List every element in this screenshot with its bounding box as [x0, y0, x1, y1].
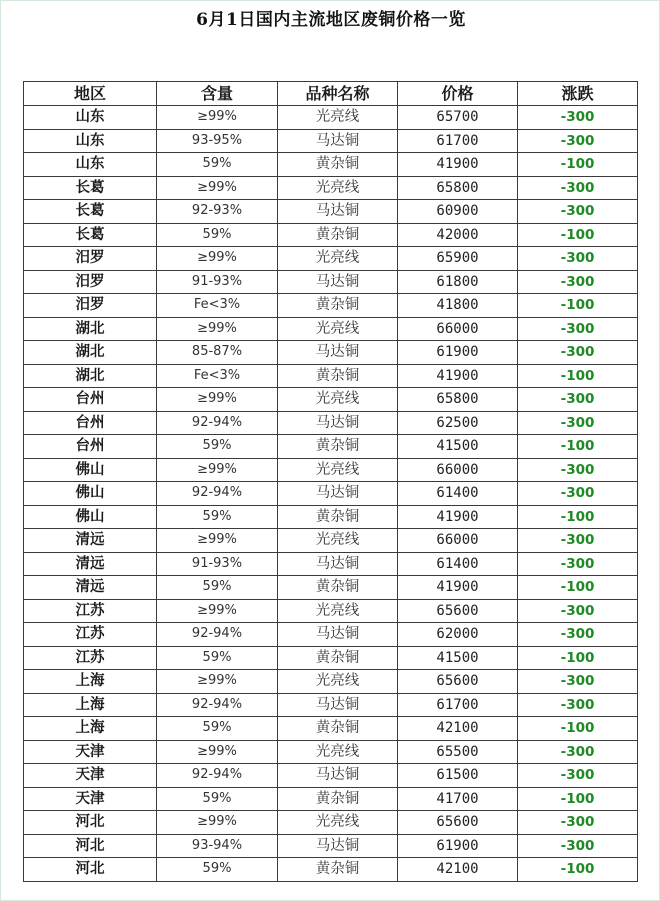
change-cell: -300 — [518, 811, 638, 835]
table-row — [24, 364, 638, 388]
header-variety: 品种名称 — [278, 82, 398, 106]
variety-cell: 黄杂铜 — [278, 787, 398, 811]
change-cell: -100 — [518, 505, 638, 529]
variety-cell: 马达铜 — [278, 482, 398, 506]
content-cell: 59% — [157, 858, 278, 882]
content-cell: ≥99% — [157, 388, 278, 412]
change-cell: -300 — [518, 693, 638, 717]
table-row — [24, 787, 638, 811]
variety-cell: 黄杂铜 — [278, 505, 398, 529]
table-row — [24, 294, 638, 318]
content-cell: 92-94% — [157, 623, 278, 647]
variety-cell: 光亮线 — [278, 740, 398, 764]
table-row — [24, 670, 638, 694]
variety-cell: 马达铜 — [278, 834, 398, 858]
price-cell: 41800 — [398, 294, 518, 318]
price-table — [23, 81, 638, 882]
price-cell: 61500 — [398, 764, 518, 788]
table-row — [24, 223, 638, 247]
content-cell: ≥99% — [157, 458, 278, 482]
change-cell: -300 — [518, 270, 638, 294]
change-cell: -300 — [518, 247, 638, 271]
content-cell: 59% — [157, 505, 278, 529]
table-row — [24, 176, 638, 200]
change-cell: -300 — [518, 176, 638, 200]
price-cell: 41900 — [398, 364, 518, 388]
region-cell: 台州 — [24, 411, 157, 435]
change-cell: -100 — [518, 646, 638, 670]
content-cell: 91-93% — [157, 270, 278, 294]
region-cell: 汨罗 — [24, 247, 157, 271]
region-cell: 山东 — [24, 153, 157, 177]
region-cell: 上海 — [24, 717, 157, 741]
change-cell: -300 — [518, 482, 638, 506]
region-cell: 长葛 — [24, 176, 157, 200]
variety-cell: 马达铜 — [278, 129, 398, 153]
table-row — [24, 834, 638, 858]
region-cell: 长葛 — [24, 200, 157, 224]
price-cell: 60900 — [398, 200, 518, 224]
price-cell: 65600 — [398, 811, 518, 835]
region-cell: 汨罗 — [24, 270, 157, 294]
variety-cell: 光亮线 — [278, 458, 398, 482]
variety-cell: 光亮线 — [278, 529, 398, 553]
price-cell: 65600 — [398, 599, 518, 623]
content-cell: 93-95% — [157, 129, 278, 153]
price-cell: 65800 — [398, 176, 518, 200]
variety-cell: 马达铜 — [278, 341, 398, 365]
price-cell: 65700 — [398, 106, 518, 130]
content-cell: ≥99% — [157, 529, 278, 553]
variety-cell: 光亮线 — [278, 317, 398, 341]
table-row — [24, 693, 638, 717]
change-cell: -300 — [518, 599, 638, 623]
table-row — [24, 153, 638, 177]
table-row — [24, 623, 638, 647]
region-cell: 台州 — [24, 435, 157, 459]
price-cell: 41900 — [398, 576, 518, 600]
variety-cell: 黄杂铜 — [278, 435, 398, 459]
change-cell: -100 — [518, 294, 638, 318]
header-price: 价格 — [398, 82, 518, 106]
content-cell: 59% — [157, 646, 278, 670]
variety-cell: 光亮线 — [278, 811, 398, 835]
variety-cell: 马达铜 — [278, 693, 398, 717]
content-cell: ≥99% — [157, 317, 278, 341]
region-cell: 清远 — [24, 529, 157, 553]
change-cell: -300 — [518, 388, 638, 412]
content-cell: ≥99% — [157, 599, 278, 623]
page-title: 6月1日国内主流地区废铜价格一览 — [196, 10, 466, 30]
table-row — [24, 717, 638, 741]
content-cell: 93-94% — [157, 834, 278, 858]
price-cell: 42000 — [398, 223, 518, 247]
table-row — [24, 200, 638, 224]
variety-cell: 黄杂铜 — [278, 223, 398, 247]
price-cell: 61700 — [398, 129, 518, 153]
region-cell: 佛山 — [24, 505, 157, 529]
price-cell: 62500 — [398, 411, 518, 435]
variety-cell: 光亮线 — [278, 106, 398, 130]
price-cell: 65800 — [398, 388, 518, 412]
region-cell: 佛山 — [24, 458, 157, 482]
region-cell: 清远 — [24, 552, 157, 576]
price-cell: 65600 — [398, 670, 518, 694]
change-cell: -300 — [518, 740, 638, 764]
region-cell: 佛山 — [24, 482, 157, 506]
price-cell: 41500 — [398, 646, 518, 670]
content-cell: 59% — [157, 223, 278, 247]
region-cell: 山东 — [24, 129, 157, 153]
variety-cell: 马达铜 — [278, 764, 398, 788]
price-cell: 61700 — [398, 693, 518, 717]
region-cell: 清远 — [24, 576, 157, 600]
table-row — [24, 764, 638, 788]
region-cell: 湖北 — [24, 317, 157, 341]
content-cell: 92-94% — [157, 411, 278, 435]
price-cell: 61400 — [398, 552, 518, 576]
content-cell: Fe<3% — [157, 364, 278, 388]
price-cell: 65900 — [398, 247, 518, 271]
content-cell: ≥99% — [157, 811, 278, 835]
region-cell: 长葛 — [24, 223, 157, 247]
price-cell: 65500 — [398, 740, 518, 764]
price-cell: 66000 — [398, 458, 518, 482]
content-cell: 92-93% — [157, 200, 278, 224]
variety-cell: 马达铜 — [278, 623, 398, 647]
price-cell: 42100 — [398, 717, 518, 741]
variety-cell: 黄杂铜 — [278, 153, 398, 177]
variety-cell: 马达铜 — [278, 411, 398, 435]
price-cell: 41500 — [398, 435, 518, 459]
price-cell: 66000 — [398, 529, 518, 553]
table-row — [24, 129, 638, 153]
variety-cell: 光亮线 — [278, 670, 398, 694]
change-cell: -300 — [518, 106, 638, 130]
table-row — [24, 411, 638, 435]
variety-cell: 黄杂铜 — [278, 294, 398, 318]
content-cell: 92-94% — [157, 693, 278, 717]
table-row — [24, 599, 638, 623]
variety-cell: 黄杂铜 — [278, 717, 398, 741]
variety-cell: 黄杂铜 — [278, 858, 398, 882]
region-cell: 江苏 — [24, 623, 157, 647]
price-cell: 42100 — [398, 858, 518, 882]
region-cell: 天津 — [24, 764, 157, 788]
change-cell: -300 — [518, 458, 638, 482]
content-cell: 59% — [157, 576, 278, 600]
price-cell: 61400 — [398, 482, 518, 506]
content-cell: ≥99% — [157, 670, 278, 694]
change-cell: -100 — [518, 576, 638, 600]
table-row — [24, 106, 638, 130]
region-cell: 天津 — [24, 740, 157, 764]
price-cell: 61900 — [398, 834, 518, 858]
header-region: 地区 — [24, 82, 157, 106]
price-cell: 62000 — [398, 623, 518, 647]
change-cell: -300 — [518, 317, 638, 341]
content-cell: 59% — [157, 435, 278, 459]
content-cell: 92-94% — [157, 764, 278, 788]
region-cell: 河北 — [24, 834, 157, 858]
table-row — [24, 505, 638, 529]
change-cell: -100 — [518, 858, 638, 882]
table-row — [24, 435, 638, 459]
region-cell: 上海 — [24, 670, 157, 694]
change-cell: -300 — [518, 529, 638, 553]
variety-cell: 光亮线 — [278, 176, 398, 200]
variety-cell: 光亮线 — [278, 388, 398, 412]
content-cell: ≥99% — [157, 740, 278, 764]
change-cell: -300 — [518, 341, 638, 365]
change-cell: -100 — [518, 223, 638, 247]
region-cell: 河北 — [24, 858, 157, 882]
price-cell: 41700 — [398, 787, 518, 811]
price-cell: 41900 — [398, 505, 518, 529]
region-cell: 江苏 — [24, 599, 157, 623]
change-cell: -100 — [518, 717, 638, 741]
table-row — [24, 552, 638, 576]
change-cell: -300 — [518, 764, 638, 788]
table-row — [24, 270, 638, 294]
change-cell: -300 — [518, 411, 638, 435]
region-cell: 河北 — [24, 811, 157, 835]
region-cell: 江苏 — [24, 646, 157, 670]
change-cell: -100 — [518, 364, 638, 388]
change-cell: -300 — [518, 834, 638, 858]
change-cell: -300 — [518, 129, 638, 153]
table-row — [24, 858, 638, 882]
price-cell: 61900 — [398, 341, 518, 365]
region-cell: 上海 — [24, 693, 157, 717]
table-body — [24, 106, 638, 882]
table-row — [24, 247, 638, 271]
table-row — [24, 458, 638, 482]
content-cell: 59% — [157, 787, 278, 811]
table-row — [24, 529, 638, 553]
variety-cell: 马达铜 — [278, 200, 398, 224]
table-row — [24, 482, 638, 506]
content-cell: 59% — [157, 717, 278, 741]
table-header-row — [24, 82, 638, 106]
header-change: 涨跌 — [518, 82, 638, 106]
content-cell: ≥99% — [157, 247, 278, 271]
change-cell: -300 — [518, 670, 638, 694]
region-cell: 天津 — [24, 787, 157, 811]
change-cell: -300 — [518, 623, 638, 647]
content-cell: 91-93% — [157, 552, 278, 576]
content-cell: 85-87% — [157, 341, 278, 365]
variety-cell: 黄杂铜 — [278, 364, 398, 388]
region-cell: 湖北 — [24, 341, 157, 365]
change-cell: -300 — [518, 200, 638, 224]
table-row — [24, 646, 638, 670]
table-row — [24, 341, 638, 365]
variety-cell: 马达铜 — [278, 552, 398, 576]
region-cell: 湖北 — [24, 364, 157, 388]
variety-cell: 光亮线 — [278, 599, 398, 623]
content-cell: ≥99% — [157, 176, 278, 200]
table-row — [24, 576, 638, 600]
content-cell: 59% — [157, 153, 278, 177]
region-cell: 山东 — [24, 106, 157, 130]
table-row — [24, 740, 638, 764]
price-cell: 61800 — [398, 270, 518, 294]
change-cell: -300 — [518, 552, 638, 576]
variety-cell: 黄杂铜 — [278, 576, 398, 600]
change-cell: -100 — [518, 787, 638, 811]
table-row — [24, 811, 638, 835]
price-cell: 66000 — [398, 317, 518, 341]
content-cell: ≥99% — [157, 106, 278, 130]
header-content: 含量 — [157, 82, 278, 106]
change-cell: -100 — [518, 435, 638, 459]
price-cell: 41900 — [398, 153, 518, 177]
table-row — [24, 317, 638, 341]
variety-cell: 马达铜 — [278, 270, 398, 294]
variety-cell: 光亮线 — [278, 247, 398, 271]
change-cell: -100 — [518, 153, 638, 177]
region-cell: 汨罗 — [24, 294, 157, 318]
table-row — [24, 388, 638, 412]
content-cell: Fe<3% — [157, 294, 278, 318]
variety-cell: 黄杂铜 — [278, 646, 398, 670]
region-cell: 台州 — [24, 388, 157, 412]
content-cell: 92-94% — [157, 482, 278, 506]
